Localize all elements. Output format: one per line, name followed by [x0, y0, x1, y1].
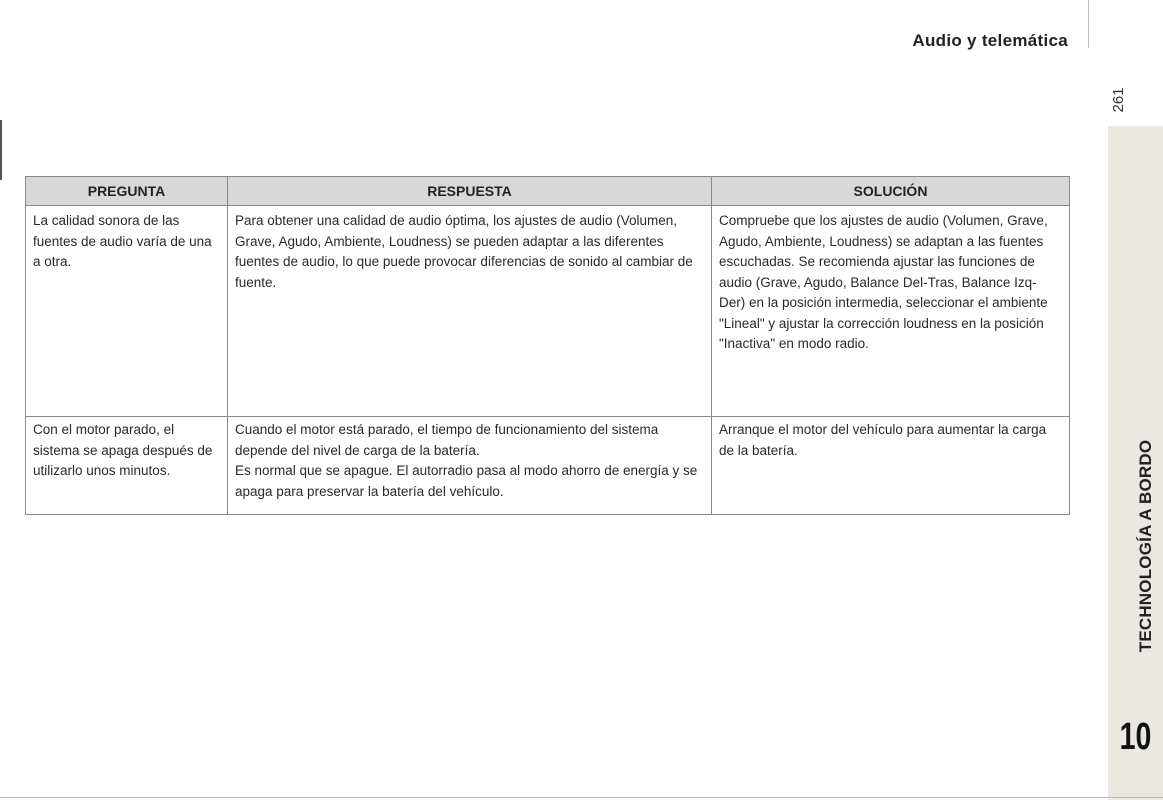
table-row: [26, 417, 1070, 515]
chapter-side-tab: [1108, 126, 1163, 800]
solution-cell: Arranque el motor del vehículo para aumentar la carga de la batería.: [712, 417, 1070, 515]
answer-line: Es normal que se apague. El autorradio pasa al modo ahorro de energía y se apaga para preservar la batería del vehículo.: [235, 463, 698, 499]
answer-cell: Para obtener una calidad de audio óptima, los ajustes de audio (Volumen, Grave, Agudo, Ambiente, Loudness) se pueden adaptar a las diferentes fuentes de audio, lo que puede provocar diferencias de sonido al cambiar de fuente.: [228, 206, 712, 417]
answer-line: Cuando el motor está parado, el tiempo de funcionamiento del sistema depende del nivel de carga de la batería.: [235, 422, 659, 458]
column-header-solution: SOLUCIÓN: [712, 177, 1070, 206]
table-row: [26, 206, 1070, 417]
question-cell: La calidad sonora de las fuentes de audio varía de una a otra.: [26, 206, 228, 417]
page-number: 261: [1109, 87, 1127, 113]
chapter-title: TECHNOLOGÍA A BORDO: [1136, 439, 1155, 653]
question-cell: Con el motor parado, el sistema se apaga después de utilizarlo unos minutos.: [26, 417, 228, 515]
table-header-row: [26, 177, 1070, 206]
header-divider: [1088, 0, 1089, 48]
margin-mark: [0, 120, 2, 180]
column-header-answer: RESPUESTA: [228, 177, 712, 206]
solution-cell: Compruebe que los ajustes de audio (Volumen, Grave, Agudo, Ambiente, Loudness) se adaptan a las fuentes escuchadas. Se recomienda ajustar las funciones de audio (Grave, Agudo, Balance Del-Tras, Balance Izq-Der) en la posición intermedia, seleccionar el ambiente "Lineal" y ajustar la corrección loudness en la posición "Inactiva" en modo radio.: [712, 206, 1070, 417]
chapter-number: 10: [1119, 716, 1152, 758]
faq-table: [25, 176, 1070, 515]
bottom-divider: [0, 797, 1163, 798]
column-header-question: PREGUNTA: [26, 177, 228, 206]
page-header-title: Audio y telemática: [912, 31, 1068, 50]
answer-cell: [228, 417, 712, 515]
